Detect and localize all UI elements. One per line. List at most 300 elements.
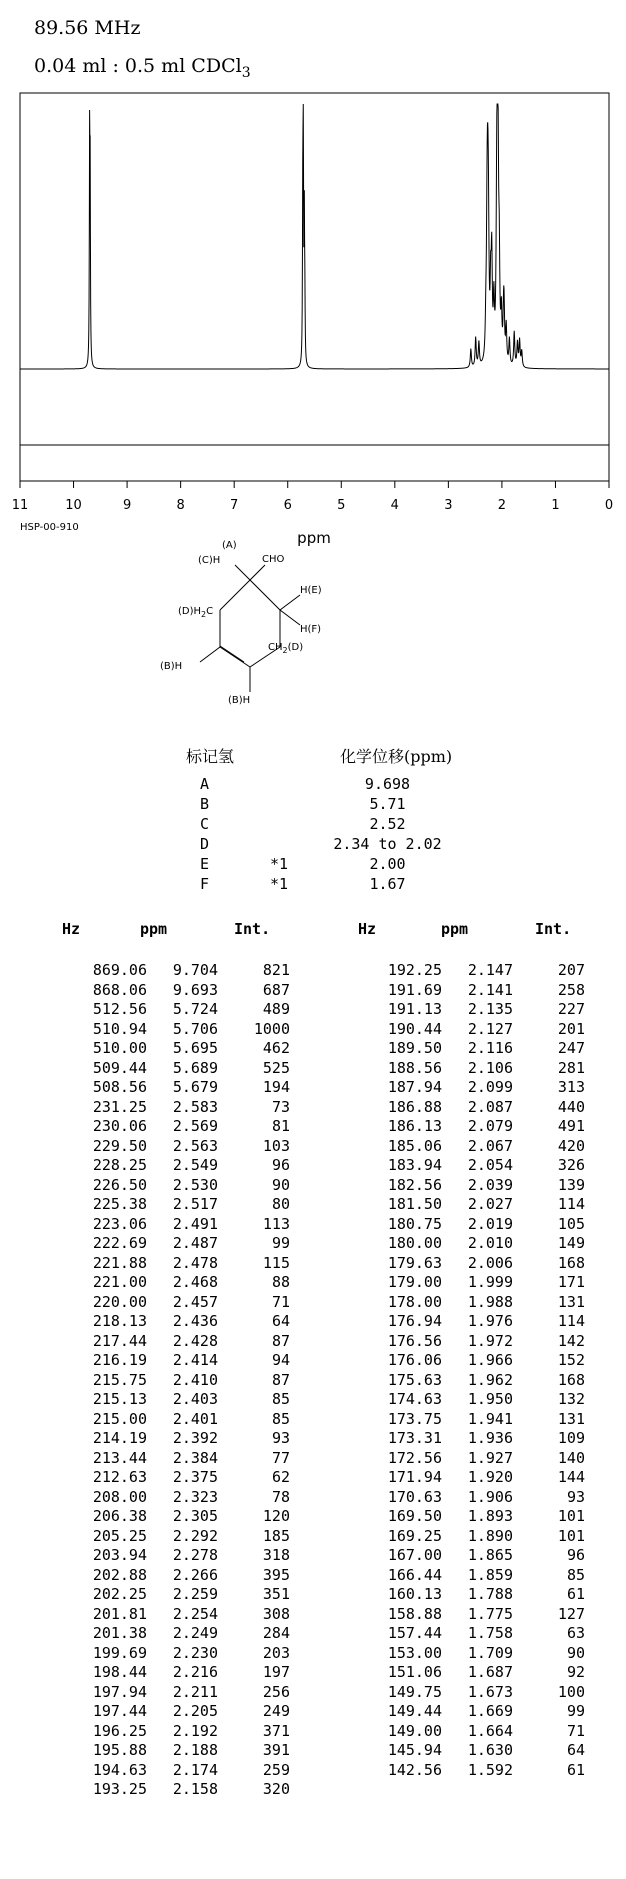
cell-int: 64 <box>271 1312 290 1330</box>
table-row <box>60 1644 290 1664</box>
cell-ppm: 5.679 <box>172 1078 218 1096</box>
cell-int: 326 <box>557 1156 585 1174</box>
bond-hf <box>280 610 300 625</box>
cell-hz: 195.88 <box>92 1741 147 1759</box>
x-tick-label: 7 <box>230 498 239 513</box>
cell-ppm: 2.205 <box>172 1702 218 1720</box>
cell-ppm: 2.491 <box>172 1214 218 1233</box>
cell-hz: 206.38 <box>92 1507 147 1525</box>
cell-hz: 172.56 <box>387 1448 442 1467</box>
table-row <box>355 1351 585 1371</box>
cell-ppm: 2.401 <box>172 1409 218 1428</box>
cell-int: 142 <box>557 1331 585 1350</box>
cell-hz: 191.69 <box>387 980 442 999</box>
cell-hz: 149.00 <box>387 1721 442 1740</box>
label-ch2-d-main: CH <box>268 642 283 653</box>
cell-hz: 202.25 <box>92 1585 147 1603</box>
table-row <box>355 1410 585 1430</box>
cell-ppm: 2.067 <box>467 1136 513 1155</box>
assignment-row-value: 2.52 <box>369 815 406 833</box>
cell-ppm: 2.305 <box>172 1507 218 1525</box>
table-row <box>60 1605 290 1625</box>
cell-int: 105 <box>557 1214 585 1233</box>
cell-int: 259 <box>262 1760 290 1779</box>
cell-int: 62 <box>271 1468 290 1486</box>
x-tick-label: 5 <box>337 498 346 513</box>
cell-ppm: 2.039 <box>467 1175 513 1194</box>
cell-hz: 149.75 <box>387 1682 442 1701</box>
cell-ppm: 2.583 <box>172 1097 218 1116</box>
label-a: (A) <box>222 540 237 551</box>
x-tick-label: 9 <box>122 498 132 513</box>
table-row <box>60 1663 290 1683</box>
bond-bh-left <box>200 647 220 662</box>
table-row <box>60 1761 290 1781</box>
cell-int: 139 <box>557 1175 585 1194</box>
table-row <box>355 1449 585 1469</box>
table-row <box>355 1078 585 1098</box>
table-row <box>60 1488 290 1508</box>
cell-ppm: 2.006 <box>467 1253 513 1272</box>
x-axis-label: ppm <box>297 529 331 547</box>
table-row <box>60 1195 290 1215</box>
label-h-e: H(E) <box>300 585 322 596</box>
cell-int: 185 <box>262 1526 290 1545</box>
x-tick-label: 6 <box>283 498 292 513</box>
cell-hz: 510.00 <box>92 1039 147 1057</box>
table-row <box>60 1624 290 1644</box>
table-row <box>60 1215 290 1235</box>
cell-int: 462 <box>262 1039 290 1057</box>
table-row <box>355 1566 585 1586</box>
cell-ppm: 2.487 <box>172 1234 218 1252</box>
assignment-row-note: *1 <box>270 855 289 873</box>
assignment-row-value: 9.698 <box>364 775 411 793</box>
cell-int: 100 <box>557 1682 585 1701</box>
cell-hz: 151.06 <box>387 1663 442 1681</box>
cell-ppm: 2.384 <box>172 1448 218 1467</box>
cell-int: 99 <box>566 1702 585 1720</box>
assignment-row <box>200 774 500 794</box>
cell-hz: 194.63 <box>92 1760 147 1779</box>
cell-int: 308 <box>262 1604 290 1623</box>
cell-int: 821 <box>262 961 290 979</box>
cell-ppm: 1.976 <box>467 1312 513 1330</box>
cell-hz: 181.50 <box>387 1195 442 1213</box>
assignment-row-value: 2.00 <box>369 855 406 873</box>
cell-ppm: 1.630 <box>467 1741 513 1759</box>
cell-ppm: 1.592 <box>467 1760 513 1779</box>
bond-he <box>280 595 300 610</box>
cell-hz: 216.19 <box>92 1351 147 1369</box>
cell-ppm: 1.962 <box>467 1370 513 1389</box>
assignment-row-value: 2.34 to 2.02 <box>333 835 442 853</box>
table-row <box>60 1332 290 1352</box>
table-row <box>60 1156 290 1176</box>
cell-ppm: 1.890 <box>467 1526 513 1545</box>
cell-hz: 192.25 <box>387 961 442 979</box>
cell-int: 101 <box>557 1526 585 1545</box>
cell-int: 489 <box>262 1000 290 1018</box>
cell-hz: 186.13 <box>387 1117 442 1135</box>
cell-ppm: 1.988 <box>467 1292 513 1311</box>
table-row <box>355 1156 585 1176</box>
assignment-row-note: *1 <box>270 875 289 893</box>
table-row <box>60 1254 290 1274</box>
table-row <box>355 1273 585 1293</box>
table-row <box>60 981 290 1001</box>
table-row <box>60 1702 290 1722</box>
cell-ppm: 2.254 <box>172 1604 218 1623</box>
cell-ppm: 2.266 <box>172 1565 218 1584</box>
table-row <box>355 1468 585 1488</box>
cell-int: 420 <box>557 1136 585 1155</box>
table-row <box>355 1215 585 1235</box>
cell-ppm: 1.893 <box>467 1507 513 1525</box>
cell-hz: 176.06 <box>387 1351 442 1369</box>
cell-hz: 231.25 <box>92 1097 147 1116</box>
cell-hz: 512.56 <box>92 1000 147 1018</box>
cell-int: 440 <box>557 1097 585 1116</box>
cell-ppm: 1.936 <box>467 1429 513 1447</box>
table-row <box>355 1234 585 1254</box>
table-row <box>355 1624 585 1644</box>
table-row <box>60 1234 290 1254</box>
cell-hz: 201.81 <box>92 1604 147 1623</box>
cell-int: 61 <box>566 1760 585 1779</box>
label-ch2-d <box>268 642 303 655</box>
table-row <box>60 1410 290 1430</box>
cell-int: 284 <box>262 1624 290 1642</box>
cell-hz: 142.56 <box>387 1760 442 1779</box>
solvent-subscript: 3 <box>241 64 251 81</box>
molecule-structure <box>140 540 370 730</box>
assignment-label-header: 标记氢 <box>186 747 235 766</box>
cell-int: 131 <box>557 1292 585 1311</box>
cell-hz: 215.75 <box>92 1370 147 1389</box>
cell-int: 320 <box>262 1780 290 1798</box>
cell-hz: 229.50 <box>92 1136 147 1155</box>
cell-hz: 169.50 <box>387 1507 442 1525</box>
th-int-left: Int. <box>234 920 271 938</box>
cell-hz: 197.94 <box>92 1682 147 1701</box>
assignment-row <box>200 854 500 874</box>
table-row <box>60 1507 290 1527</box>
table-row <box>355 1137 585 1157</box>
cell-ppm: 1.758 <box>467 1624 513 1642</box>
table-row <box>60 1059 290 1079</box>
cell-ppm: 2.410 <box>172 1370 218 1389</box>
table-row <box>60 1468 290 1488</box>
cell-hz: 208.00 <box>92 1487 147 1506</box>
cell-int: 93 <box>566 1487 585 1506</box>
cell-ppm: 2.278 <box>172 1546 218 1564</box>
cell-int: 101 <box>557 1507 585 1525</box>
x-tick-label: 2 <box>497 498 507 513</box>
table-row <box>60 1429 290 1449</box>
cell-int: 144 <box>557 1468 585 1486</box>
cell-ppm: 2.106 <box>467 1058 513 1077</box>
table-row <box>355 1332 585 1352</box>
cell-ppm: 2.174 <box>172 1760 218 1779</box>
bond-c6-c1 <box>220 580 250 610</box>
cell-int: 258 <box>557 980 585 999</box>
table-row <box>60 1176 290 1196</box>
table-row <box>60 1566 290 1586</box>
cell-hz: 221.00 <box>92 1273 147 1291</box>
table-row <box>60 1741 290 1761</box>
cell-ppm: 5.689 <box>172 1058 218 1077</box>
cell-ppm: 1.966 <box>467 1351 513 1369</box>
cell-int: 99 <box>271 1234 290 1252</box>
cell-hz: 223.06 <box>92 1214 147 1233</box>
cell-ppm: 2.135 <box>467 1000 513 1018</box>
cell-ppm: 2.027 <box>467 1195 513 1213</box>
cell-ppm: 2.428 <box>172 1331 218 1350</box>
cell-hz: 185.06 <box>387 1136 442 1155</box>
table-row <box>60 1683 290 1703</box>
table-row <box>355 1741 585 1761</box>
label-ch-c: (C)H <box>198 555 221 566</box>
cell-int: 87 <box>271 1331 290 1350</box>
cell-int: 73 <box>271 1097 290 1116</box>
cell-ppm: 2.010 <box>467 1234 513 1252</box>
cell-int: 120 <box>262 1507 290 1525</box>
cell-hz: 153.00 <box>387 1643 442 1662</box>
bond-cho <box>250 565 265 580</box>
cell-ppm: 5.706 <box>172 1019 218 1038</box>
table-row <box>355 1683 585 1703</box>
cell-hz: 220.00 <box>92 1292 147 1311</box>
label-h-f: H(F) <box>300 624 322 635</box>
cell-hz: 228.25 <box>92 1156 147 1174</box>
cell-int: 92 <box>566 1663 585 1681</box>
x-tick-label: 0 <box>604 498 614 513</box>
table-row <box>60 1390 290 1410</box>
table-row <box>355 1059 585 1079</box>
cell-ppm: 2.216 <box>172 1663 218 1681</box>
table-row <box>355 1000 585 1020</box>
cell-hz: 226.50 <box>92 1175 147 1194</box>
cell-ppm: 2.019 <box>467 1214 513 1233</box>
cell-ppm: 5.724 <box>172 1000 218 1018</box>
assignment-row-label: C <box>200 815 210 833</box>
cell-hz: 189.50 <box>387 1039 442 1057</box>
cell-hz: 214.19 <box>92 1429 147 1447</box>
assignment-table <box>200 774 500 894</box>
cell-ppm: 1.669 <box>467 1702 513 1720</box>
cell-hz: 221.88 <box>92 1253 147 1272</box>
cell-ppm: 1.941 <box>467 1409 513 1428</box>
assignment-row-value: 5.71 <box>369 795 406 813</box>
cell-int: 687 <box>262 980 290 999</box>
cell-int: 227 <box>557 1000 585 1018</box>
cell-ppm: 2.087 <box>467 1097 513 1116</box>
cell-ppm: 2.230 <box>172 1643 218 1662</box>
cell-ppm: 5.695 <box>172 1039 218 1057</box>
cell-int: 249 <box>262 1702 290 1720</box>
cell-hz: 145.94 <box>387 1741 442 1759</box>
cell-int: 114 <box>557 1195 585 1213</box>
cell-ppm: 2.158 <box>172 1780 218 1798</box>
cell-hz: 171.94 <box>387 1468 442 1486</box>
assignment-row <box>200 814 500 834</box>
assignment-row <box>200 834 500 854</box>
cell-int: 94 <box>271 1351 290 1369</box>
cell-int: 491 <box>557 1117 585 1135</box>
assignment-row-label: E <box>200 855 210 873</box>
table-row <box>355 1507 585 1527</box>
cell-hz: 176.56 <box>387 1331 442 1350</box>
cell-ppm: 2.259 <box>172 1585 218 1603</box>
cell-int: 103 <box>262 1136 290 1155</box>
cell-int: 88 <box>271 1273 290 1291</box>
cell-ppm: 2.054 <box>467 1156 513 1174</box>
spectrometer-frequency: 89.56 MHz <box>34 17 141 39</box>
cell-int: 114 <box>557 1312 585 1330</box>
cell-int: 132 <box>557 1390 585 1408</box>
cell-ppm: 1.927 <box>467 1448 513 1467</box>
th-hz-left: Hz <box>62 920 81 938</box>
cell-hz: 167.00 <box>387 1546 442 1564</box>
cell-ppm: 1.920 <box>467 1468 513 1486</box>
cell-int: 64 <box>566 1741 585 1759</box>
cell-hz: 197.44 <box>92 1702 147 1720</box>
cell-ppm: 2.079 <box>467 1117 513 1135</box>
cell-hz: 176.94 <box>387 1312 442 1330</box>
table-row <box>60 1351 290 1371</box>
table-row <box>60 1312 290 1332</box>
cell-int: 115 <box>262 1253 290 1272</box>
cell-hz: 230.06 <box>92 1117 147 1135</box>
cell-hz: 179.63 <box>387 1253 442 1272</box>
table-row <box>60 1371 290 1391</box>
table-row <box>60 961 290 981</box>
cell-int: 525 <box>262 1058 290 1077</box>
cell-int: 85 <box>566 1565 585 1584</box>
cell-hz: 215.13 <box>92 1390 147 1408</box>
table-row <box>60 1293 290 1313</box>
cell-ppm: 1.709 <box>467 1643 513 1662</box>
label-h2c-d-sub: 2 <box>201 610 207 619</box>
cell-hz: 158.88 <box>387 1604 442 1623</box>
table-row <box>355 1039 585 1059</box>
cell-int: 168 <box>557 1370 585 1389</box>
label-ch2-d-sub: 2 <box>282 646 288 655</box>
cell-hz: 225.38 <box>92 1195 147 1213</box>
cell-ppm: 1.999 <box>467 1273 513 1291</box>
label-bh-left: (B)H <box>160 661 183 672</box>
label-cho: CHO <box>262 554 285 565</box>
cell-ppm: 1.950 <box>467 1390 513 1408</box>
table-row <box>355 1312 585 1332</box>
cell-int: 96 <box>566 1546 585 1564</box>
cell-int: 194 <box>262 1078 290 1096</box>
cell-ppm: 9.693 <box>172 980 218 999</box>
cell-hz: 205.25 <box>92 1526 147 1545</box>
cell-int: 85 <box>271 1390 290 1408</box>
cell-int: 203 <box>262 1643 290 1662</box>
peak-table-right <box>355 961 585 1780</box>
cell-ppm: 2.323 <box>172 1487 218 1506</box>
label-ch2-d-l: (D) <box>287 642 304 653</box>
cell-ppm: 1.788 <box>467 1585 513 1603</box>
cell-int: 87 <box>271 1370 290 1389</box>
table-row <box>60 1098 290 1118</box>
cell-int: 395 <box>262 1565 290 1584</box>
cell-ppm: 2.249 <box>172 1624 218 1642</box>
cell-int: 256 <box>262 1682 290 1701</box>
x-tick-label: 4 <box>390 498 399 513</box>
sample-solvent <box>34 55 251 81</box>
solvent-text: 0.04 ml : 0.5 ml CDCl <box>34 55 242 77</box>
cell-ppm: 2.147 <box>467 961 513 979</box>
cell-hz: 202.88 <box>92 1565 147 1584</box>
x-tick-label: 10 <box>65 498 82 513</box>
cell-hz: 178.00 <box>387 1292 442 1311</box>
cell-hz: 166.44 <box>387 1565 442 1584</box>
peak-table-left <box>60 961 290 1800</box>
cell-hz: 193.25 <box>92 1780 147 1798</box>
cell-hz: 218.13 <box>92 1312 147 1330</box>
spectrum-code: HSP-00-910 <box>20 522 79 533</box>
table-row <box>355 1702 585 1722</box>
cell-hz: 203.94 <box>92 1546 147 1564</box>
cell-hz: 190.44 <box>387 1019 442 1038</box>
cell-hz: 180.00 <box>387 1234 442 1252</box>
assignment-row-value: 1.67 <box>369 875 406 893</box>
table-row <box>60 1000 290 1020</box>
cell-int: 61 <box>566 1585 585 1603</box>
cell-int: 127 <box>557 1604 585 1623</box>
table-row <box>355 1585 585 1605</box>
table-row <box>355 981 585 1001</box>
cell-hz: 188.56 <box>387 1058 442 1077</box>
cell-int: 81 <box>271 1117 290 1135</box>
cell-hz: 222.69 <box>92 1234 147 1252</box>
table-row <box>60 1449 290 1469</box>
spectrum-trace <box>20 104 609 369</box>
cell-int: 71 <box>271 1292 290 1311</box>
th-hz-right: Hz <box>358 920 377 938</box>
cell-int: 371 <box>262 1721 290 1740</box>
table-row <box>355 1195 585 1215</box>
x-axis-ticks <box>12 481 613 513</box>
th-int-right: Int. <box>535 920 572 938</box>
assignment-row-label: D <box>200 835 210 853</box>
cell-hz: 215.00 <box>92 1409 147 1428</box>
cell-hz: 217.44 <box>92 1331 147 1350</box>
cell-int: 149 <box>557 1234 585 1252</box>
table-row <box>355 1117 585 1137</box>
cell-int: 168 <box>557 1253 585 1272</box>
cell-int: 207 <box>557 961 585 979</box>
th-ppm-left: ppm <box>140 920 168 938</box>
cell-ppm: 1.664 <box>467 1721 513 1740</box>
cell-hz: 182.56 <box>387 1175 442 1194</box>
table-row <box>60 1078 290 1098</box>
cell-int: 313 <box>557 1078 585 1096</box>
cell-hz: 212.63 <box>92 1468 147 1486</box>
table-row <box>355 1663 585 1683</box>
cell-hz: 173.75 <box>387 1409 442 1428</box>
cell-ppm: 2.517 <box>172 1195 218 1213</box>
bond-c4-c5 <box>220 647 250 667</box>
plot-frame <box>20 93 609 481</box>
table-row <box>60 1273 290 1293</box>
cell-ppm: 2.292 <box>172 1526 218 1545</box>
assignment-row-label: A <box>200 775 210 793</box>
